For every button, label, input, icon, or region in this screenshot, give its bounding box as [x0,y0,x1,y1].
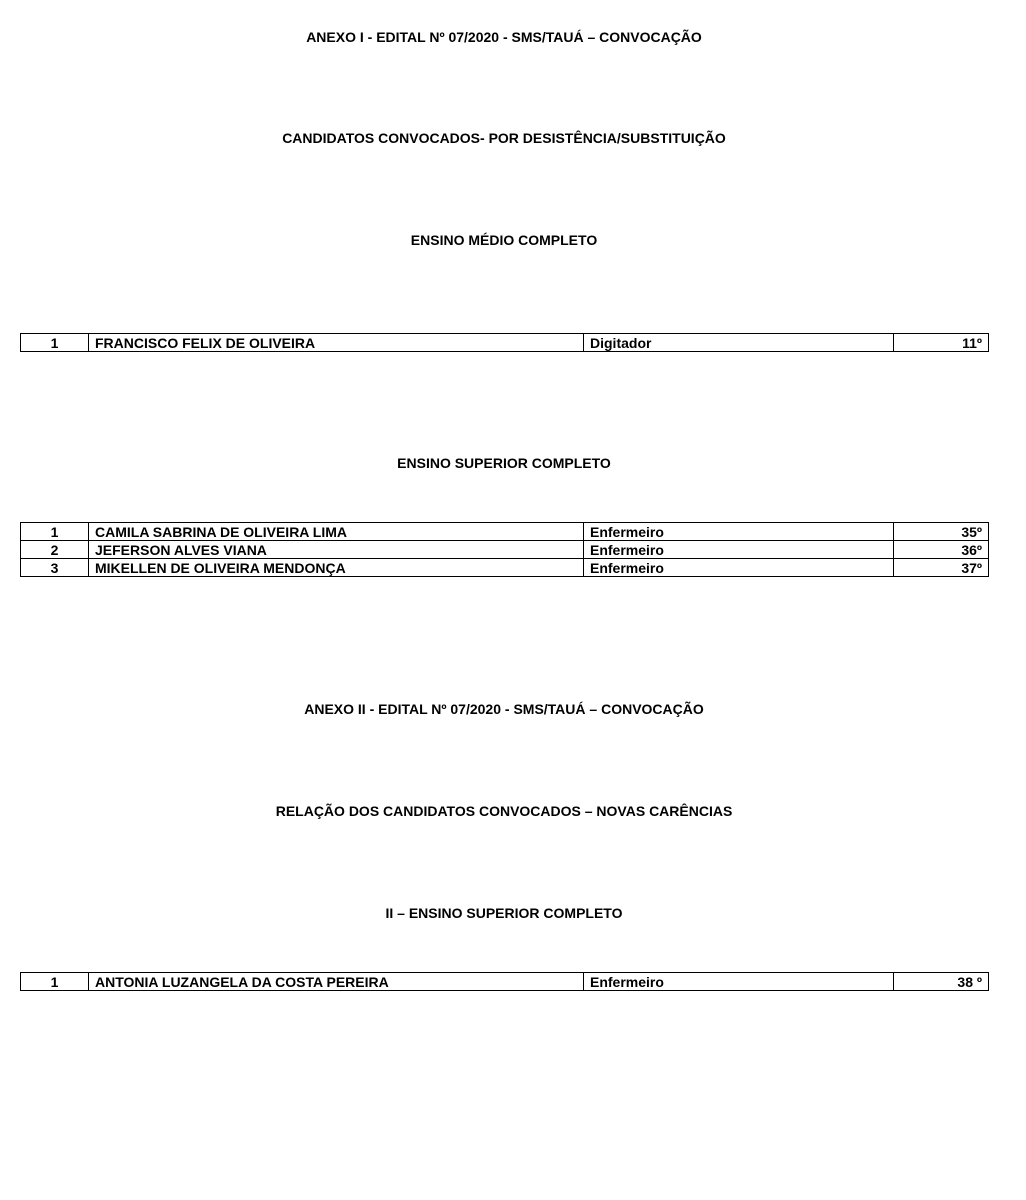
annex2-section1-table [20,972,989,991]
annex1-section1-table [20,333,989,352]
candidate-role: Enfermeiro [584,973,894,991]
table-row [21,559,989,577]
row-number: 1 [21,973,89,991]
table-row [21,334,989,352]
annex2-subtitle: RELAÇÃO DOS CANDIDATOS CONVOCADOS – NOVAS CARÊNCIAS [275,803,733,819]
candidate-role: Enfermeiro [584,541,894,559]
candidate-name: CAMILA SABRINA DE OLIVEIRA LIMA [89,523,584,541]
annex1-section1-heading: ENSINO MÉDIO COMPLETO [410,232,598,248]
candidate-name: ANTONIA LUZANGELA DA COSTA PEREIRA [89,973,584,991]
table-row [21,523,989,541]
candidate-rank: 38 º [894,973,989,991]
candidate-role: Enfermeiro [584,559,894,577]
row-number: 3 [21,559,89,577]
annex1-subtitle: CANDIDATOS CONVOCADOS- POR DESISTÊNCIA/SUBSTITUIÇÃO [282,130,726,146]
candidate-rank: 11º [894,334,989,352]
annex2-section1-heading: II – ENSINO SUPERIOR COMPLETO [385,905,623,921]
row-number: 1 [21,523,89,541]
annex1-section2-table [20,522,989,577]
candidate-rank: 36º [894,541,989,559]
annex1-section2-heading: ENSINO SUPERIOR COMPLETO [397,455,611,471]
candidate-role: Enfermeiro [584,523,894,541]
table-row [21,973,989,991]
candidate-name: JEFERSON ALVES VIANA [89,541,584,559]
candidate-rank: 37º [894,559,989,577]
candidate-rank: 35º [894,523,989,541]
row-number: 2 [21,541,89,559]
annex1-title: ANEXO I - EDITAL Nº 07/2020 - SMS/TAUÁ – CONVOCAÇÃO [306,29,702,45]
annex2-title: ANEXO II - EDITAL Nº 07/2020 - SMS/TAUÁ – CONVOCAÇÃO [304,701,704,717]
table-row [21,541,989,559]
candidate-name: MIKELLEN DE OLIVEIRA MENDONÇA [89,559,584,577]
candidate-name: FRANCISCO FELIX DE OLIVEIRA [89,334,584,352]
row-number: 1 [21,334,89,352]
candidate-role: Digitador [584,334,894,352]
